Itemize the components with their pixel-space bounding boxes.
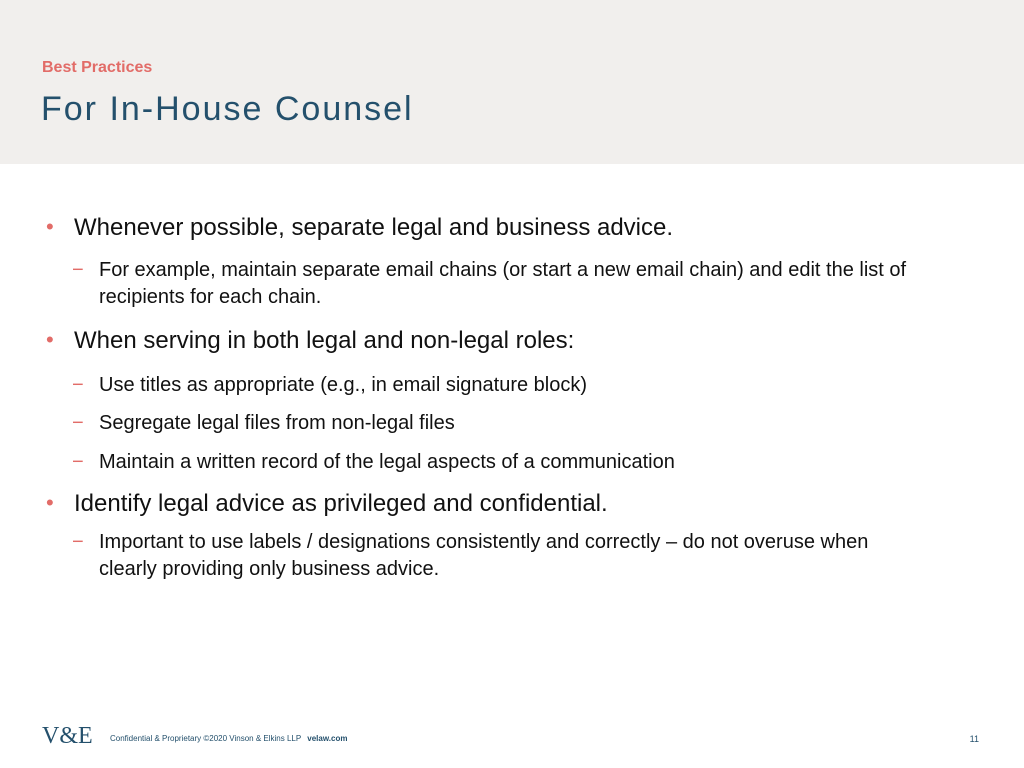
bullet-dot-icon: • <box>46 490 54 515</box>
page-number: 11 <box>969 734 979 744</box>
sub-bullet-item <box>72 449 929 476</box>
sub-bullet-text: Use titles as appropriate (e.g., in email signature block) <box>99 374 588 396</box>
footer-confidentiality <box>110 733 347 745</box>
sub-bullet-text: Maintain a written record of the legal aspects of a communication <box>99 451 675 473</box>
sub-bullet-item <box>72 257 929 311</box>
sub-bullet-text: For example, maintain separate email chains (or start a new email chain) and edit the list of recipients for each chain. <box>99 259 907 308</box>
bullet-item <box>46 212 934 244</box>
bullet-dot-icon: • <box>46 214 54 239</box>
bullet-dot-icon: • <box>46 327 54 352</box>
sub-bullet-text: Important to use labels / designations consistently and correctly – do not overuse when clearly providing only business advice. <box>99 531 869 580</box>
sub-bullet-item <box>72 372 929 399</box>
website-link[interactable]: velaw.com <box>307 734 348 743</box>
dash-bullet-icon: − <box>72 531 84 553</box>
slide-content <box>0 212 1024 583</box>
bullet-text: Identify legal advice as privileged and confidential. <box>74 490 608 517</box>
ve-logo: V&E <box>42 723 93 749</box>
confidentiality-text: Confidential & Proprietary ©2020 Vinson & Elkins LLP <box>110 734 302 743</box>
sub-bullet-item <box>72 529 929 583</box>
section-kicker: Best Practices <box>42 59 153 76</box>
dash-bullet-icon: − <box>72 259 84 281</box>
bullet-item <box>46 488 934 520</box>
sub-bullet-item <box>72 410 929 437</box>
dash-bullet-icon: − <box>72 412 84 434</box>
header-band <box>0 0 1024 164</box>
bullet-text: When serving in both legal and non-legal roles: <box>74 327 575 354</box>
bullet-item <box>46 325 934 357</box>
page-title: For In-House Counsel <box>41 90 414 128</box>
sub-bullet-text: Segregate legal files from non-legal files <box>99 412 455 434</box>
dash-bullet-icon: − <box>72 374 84 396</box>
dash-bullet-icon: − <box>72 451 84 473</box>
bullet-text: Whenever possible, separate legal and business advice. <box>74 214 674 241</box>
